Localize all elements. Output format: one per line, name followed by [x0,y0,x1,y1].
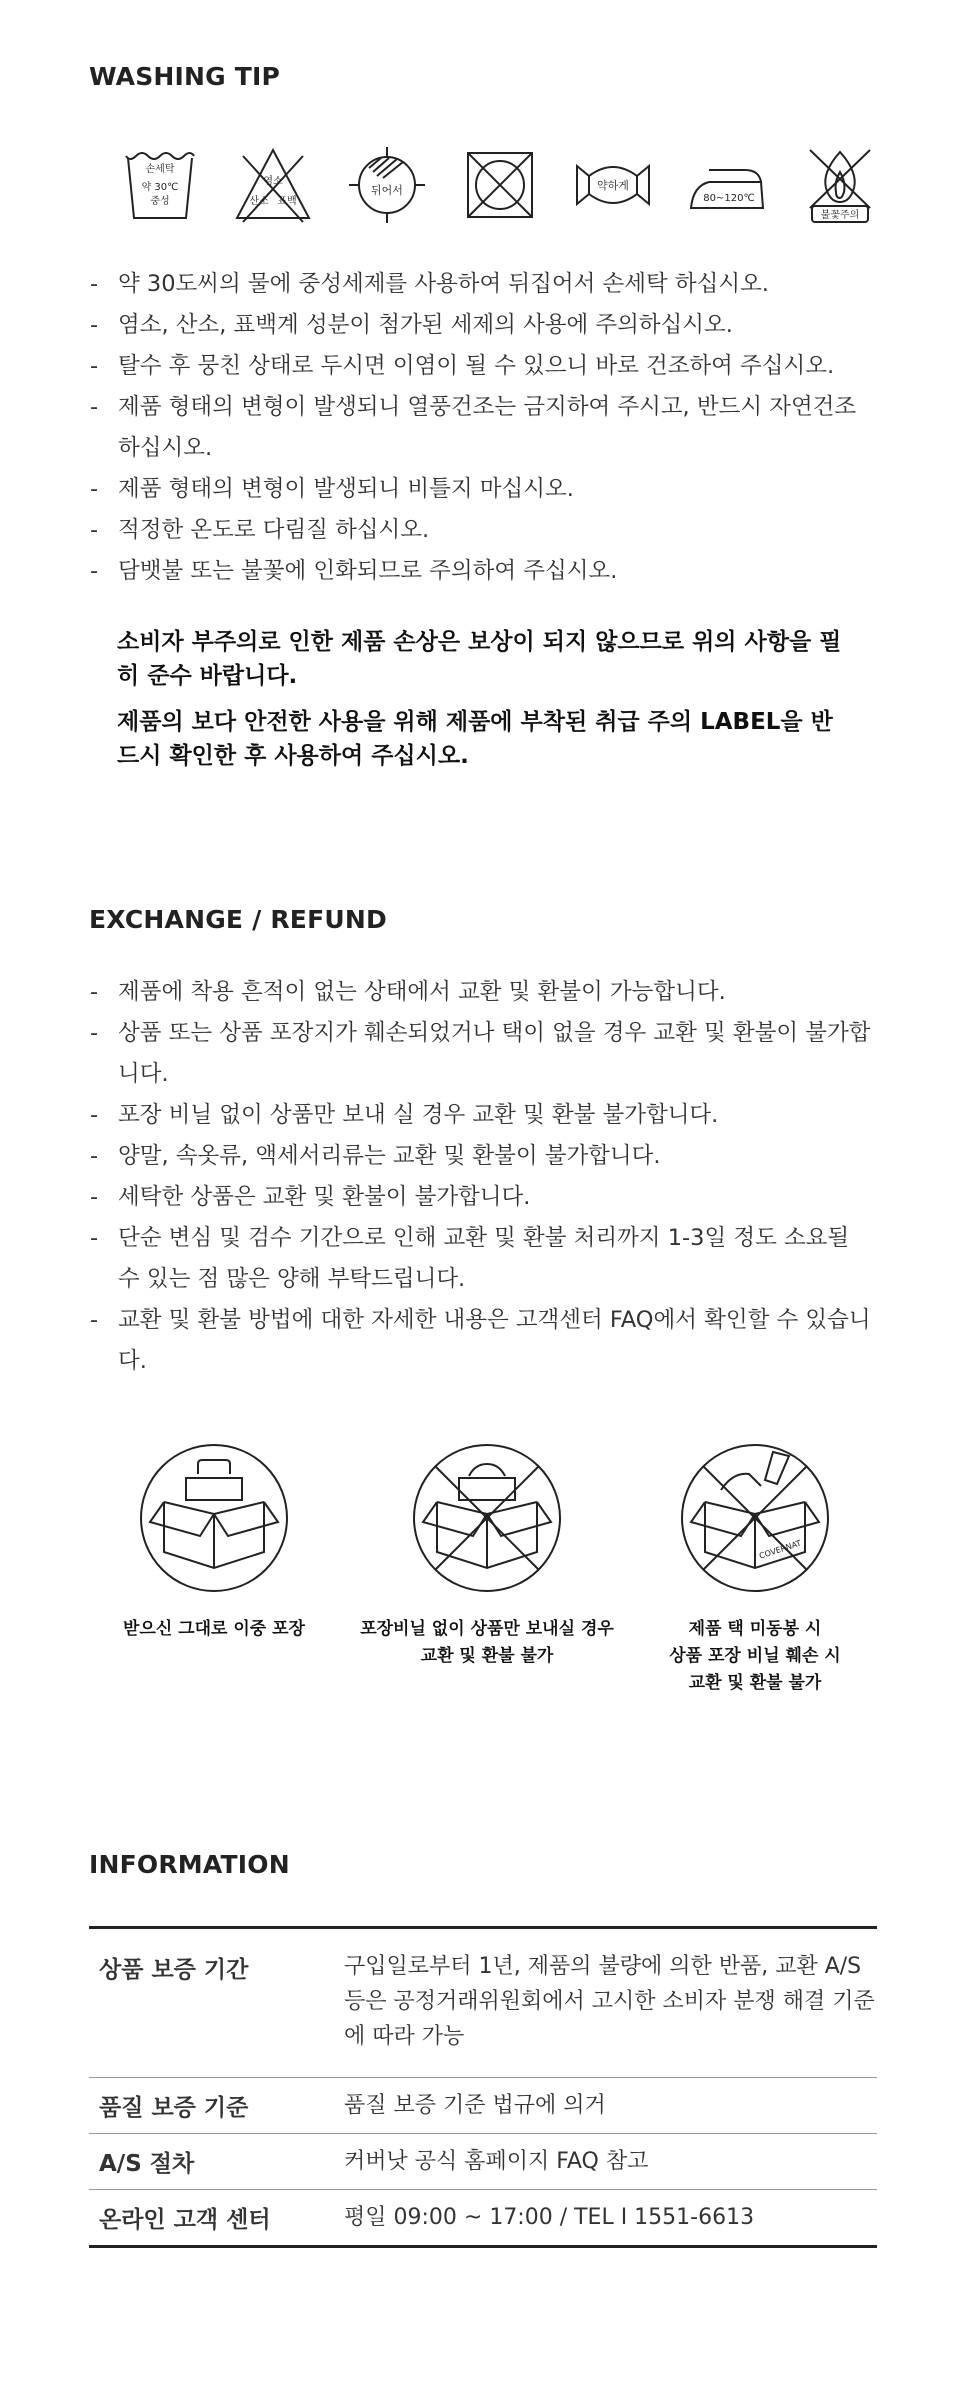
list-item: - 양말, 속옷류, 액세서리류는 교환 및 환불이 불가합니다. [88,1136,878,1177]
packaging-caption: 포장비닐 없이 상품만 보내실 경우 교환 및 환불 불가 [360,1619,614,1666]
row-label: 온라인 고객 센터 [89,2190,334,2247]
list-item: - 적정한 온도로 다림질 하십시오. [88,510,878,551]
svg-text:표백: 표백 [277,196,297,207]
svg-text:손세탁: 손세탁 [145,164,175,175]
list-item: - 세탁한 상품은 교환 및 환불이 불가합니다. [88,1177,878,1218]
list-item: - 염소, 산소, 표백계 성분이 첨가된 세제의 사용에 주의하십시오. [88,305,878,346]
row-value: 품질 보증 기준 법규에 의거 [334,2078,877,2134]
keep-from-fire-icon [800,142,880,228]
svg-text:산소: 산소 [249,196,269,207]
hand-wash-icon [120,142,200,228]
dry-inside-out-icon [347,142,427,228]
list-item: - 담뱃불 또는 불꽃에 인화되므로 주의하여 주십시오. [88,551,878,592]
information-table [89,1926,877,2248]
svg-text:COVERNAT: COVERNAT [758,1538,803,1561]
iron-temperature-icon [687,142,767,228]
table-row [89,1928,877,2078]
packaging-caption: 받으신 그대로 이중 포장 [123,1619,305,1639]
svg-text:약 30℃: 약 30℃ [141,182,179,193]
exchange-refund-title: EXCHANGE / REFUND [89,905,387,934]
table-row [89,2134,877,2190]
svg-text:염소: 염소 [263,176,283,187]
gentle-spin-icon [573,142,653,228]
packaging-caption: 제품 택 미동봉 시 상품 포장 비닐 훼손 시 교환 및 환불 불가 [669,1619,841,1693]
box-tag-crossed-icon [677,1440,833,1596]
list-item: - 포장 비닐 없이 상품만 보내 실 경우 교환 및 환불 불가합니다. [88,1095,878,1136]
row-label: 상품 보증 기간 [99,1957,249,1983]
washing-tips-list [88,264,878,592]
caution-notice: 소비자 부주의로 인한 제품 손상은 보상이 되지 않으므로 위의 사항을 필히 준수 바랍니다. [117,629,842,689]
list-item: - 제품에 착용 흔적이 없는 상태에서 교환 및 환불이 가능합니다. [88,972,878,1013]
table-row [89,2190,877,2247]
row-value: 평일 09:00 ~ 17:00 / TEL I 1551-6613 [334,2190,877,2247]
list-item: - 탈수 후 뭉친 상태로 두시면 이염이 될 수 있으니 바로 건조하여 주십시오. [88,346,878,387]
svg-text:80~120℃: 80~120℃ [702,193,755,204]
packaging-double-box [79,1440,349,1643]
svg-text:불꽃주의: 불꽃주의 [820,210,860,221]
list-item: - 제품 형태의 변형이 발생되니 비틀지 마십시오. [88,469,878,510]
no-bleach-icon [233,142,313,228]
packaging-no-tag [620,1440,890,1697]
list-item: - 교환 및 환불 방법에 대한 자세한 내용은 고객센터 FAQ에서 확인할 수 있습니다. [88,1300,878,1382]
washing-tip-title: WASHING TIP [89,62,281,91]
row-label: 품질 보증 기준 [89,2078,334,2134]
label-notice: 제품의 보다 안전한 사용을 위해 제품에 부착된 취급 주의 LABEL을 반드시 확인한 후 사용하여 주십시오. [117,709,833,769]
row-value: 커버낫 공식 홈페이지 FAQ 참고 [334,2134,877,2190]
exchange-list [88,972,878,1382]
list-item: - 제품 형태의 변형이 발생되니 열풍건조는 금지하여 주시고, 반드시 자연건조 하십시오. [88,387,878,469]
list-item: - 상품 또는 상품 포장지가 훼손되었거나 택이 없을 경우 교환 및 환불이 불가합니다. [88,1013,878,1095]
box-crossed-icon [409,1440,565,1596]
packaging-no-vinyl [352,1440,622,1670]
list-item: - 약 30도씨의 물에 중성세제를 사용하여 뒤집어서 손세탁 하십시오. [88,264,878,305]
list-item: - 단순 변심 및 검수 기간으로 인해 교환 및 환불 처리까지 1-3일 정도 소요될 수 있는 점 많은 양해 부탁드립니다. [88,1218,878,1300]
svg-text:뒤어서: 뒤어서 [370,184,403,197]
information-title: INFORMATION [89,1850,290,1879]
table-row [89,2078,877,2134]
row-value: 구입일로부터 1년, 제품의 불량에 의한 반품, 교환 A/S 등은 공정거래위원회에서 고시한 소비자 분쟁 해결 기준에 따라 가능 [344,1954,875,2049]
no-tumble-dry-icon [460,142,540,228]
box-icon [136,1440,292,1596]
row-label: A/S 절차 [89,2134,334,2190]
svg-text:약하게: 약하게 [597,179,630,192]
care-icons-row [120,140,880,230]
svg-text:중성: 중성 [150,196,170,207]
